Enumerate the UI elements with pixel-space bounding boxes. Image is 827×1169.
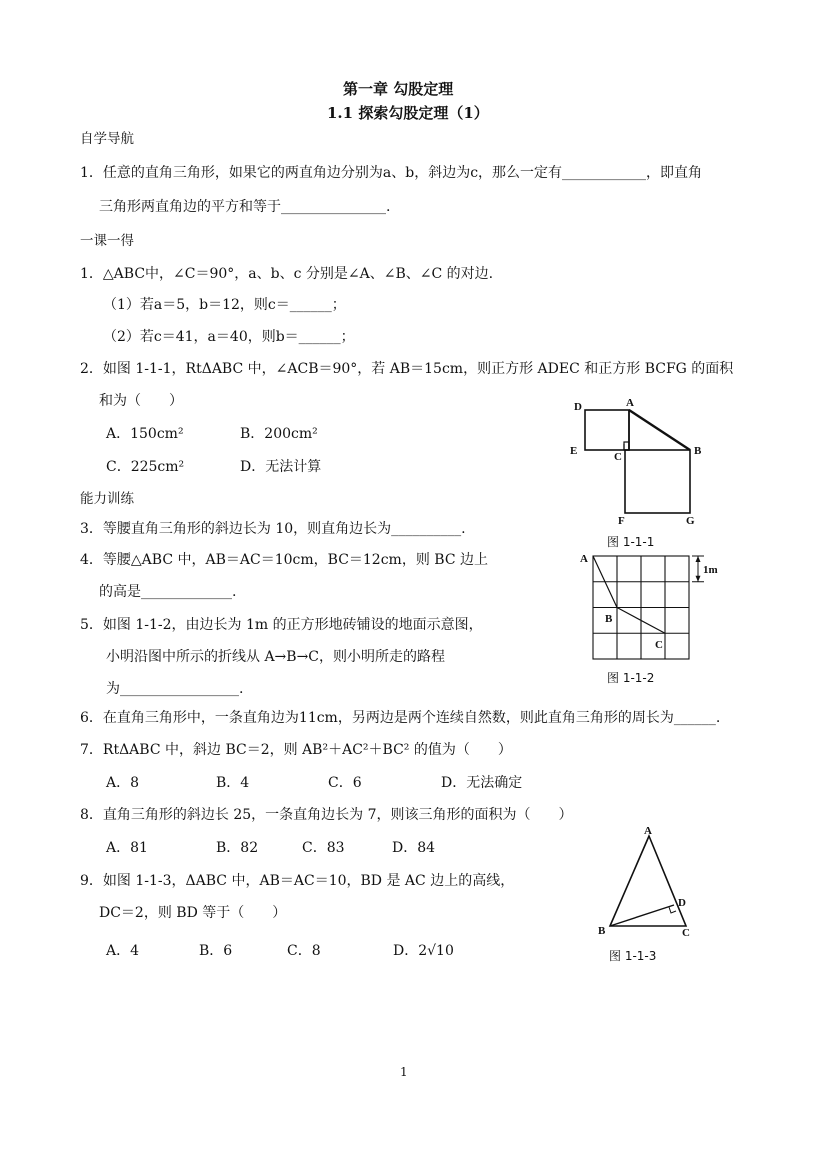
q2-option-d: D．无法计算 [240,459,322,475]
figure-1-1-1 [566,398,716,528]
section-one-lesson: 一课一得 [80,233,134,249]
lesson-q2-line1: 2．如图 1-1-1，RtΔABC 中，∠ACB＝90°，若 AB＝15cm，则正方形 ADEC 和正方形 BCFG 的面积 [80,361,734,377]
q2-option-c: C．225cm² [106,459,185,475]
altitude-bd [610,905,674,926]
lesson-q1-part2: （2）若c＝41，a＝40，则b＝______； [103,329,355,345]
q8-option-c: C．83 [302,840,345,856]
section-self-study: 自学导航 [80,131,134,147]
label-c: C [655,639,663,651]
training-q3: 3．等腰直角三角形的斜边长为 10，则直角边长为__________. [80,521,466,537]
label-e: E [570,445,578,457]
q2-option-a: A．150cm² [106,426,184,442]
page-number: 1 [400,1065,408,1079]
q9-option-a: A．4 [106,943,140,959]
lesson-q1: 1．△ABC中，∠C＝90°，a、b、c 分别是∠A、∠B、∠C 的对边. [80,266,494,282]
q7-option-d: D．无法确定 [441,775,523,791]
label-a: A [580,553,588,565]
training-q5-line2: 小明沿图中所示的折线从 A→B→C，则小明所走的路程 [106,649,446,665]
right-angle-mark [669,907,676,913]
triangle-abc [610,836,686,926]
training-q9-line1: 9．如图 1-1-3，ΔABC 中，AB＝AC＝10，BD 是 AC 边上的高线， [80,873,515,889]
q7-option-b: B．4 [216,775,250,791]
q8-option-d: D．84 [392,840,436,856]
label-g: G [686,515,695,527]
dim-arrow-up [696,556,701,562]
q1-line1: 1．任意的直角三角形，如果它的两直角边分别为a、b，斜边为c，那么一定有____________，即直角 [80,165,703,181]
training-q5-line3: 为_________________. [106,681,244,697]
section-training: 能力训练 [80,491,134,507]
label-a: A [644,825,652,837]
dim-arrow-down [696,576,701,582]
lesson-q2-line2: 和为（ ） [99,393,183,409]
training-q7: 7．RtΔABC 中，斜边 BC＝2，则 AB²＋AC²＋BC² 的值为（ ） [80,742,512,758]
label-d: D [574,401,582,413]
figure-1-1-1-caption: 图 1-1-1 [607,535,655,549]
square-bcfg [625,450,690,513]
square-adec [585,410,629,450]
label-c: C [614,451,622,463]
figure-1-1-3-caption: 图 1-1-3 [609,949,657,963]
figure-1-1-3 [594,822,704,940]
q8-option-b: B．82 [216,840,259,856]
label-b: B [694,445,702,457]
training-q4-line2: 的高是_____________. [99,584,237,600]
training-q9-line2: DC＝2，则 BD 等于（ ） [99,905,287,921]
label-unit: 1m [703,564,718,576]
figure-1-1-2-caption: 图 1-1-2 [607,671,655,685]
q7-option-c: C．6 [328,775,362,791]
label-d: D [678,897,686,909]
figure-1-1-2 [576,548,726,666]
training-q8: 8．直角三角形的斜边长 25，一条直角边长为 7，则该三角形的面积为（ ） [80,807,573,823]
q9-option-c: C．8 [287,943,321,959]
label-b: B [598,925,606,937]
q7-option-a: A．8 [106,775,140,791]
label-c: C [682,927,690,939]
training-q5-line1: 5．如图 1-1-2，由边长为 1m 的正方形地砖铺设的地面示意图， [80,617,483,633]
lesson-q1-part1: （1）若a＝5，b＝12，则c＝______； [103,297,346,313]
label-f: F [618,515,625,527]
q9-option-d: D．2√10 [393,943,454,959]
segment-ab [629,410,690,450]
label-b: B [605,613,613,625]
label-a: A [626,398,634,409]
q8-option-a: A．81 [106,840,148,856]
tile-grid [593,556,689,659]
training-q6: 6．在直角三角形中，一条直角边为11cm，另两边是两个连续自然数，则此直角三角形的周长为______. [80,710,721,726]
q2-option-b: B．200cm² [240,426,318,442]
q9-option-b: B．6 [199,943,233,959]
q1-line2: 三角形两直角边的平方和等于_______________. [99,199,391,215]
training-q4-line1: 4．等腰△ABC 中，AB＝AC＝10cm，BC＝12cm，则 BC 边上 [80,552,488,568]
chapter-title: 第一章 勾股定理 [343,80,454,98]
lesson-title: 1.1 探索勾股定理（1） [327,104,489,122]
path-a-b-c [593,556,665,633]
